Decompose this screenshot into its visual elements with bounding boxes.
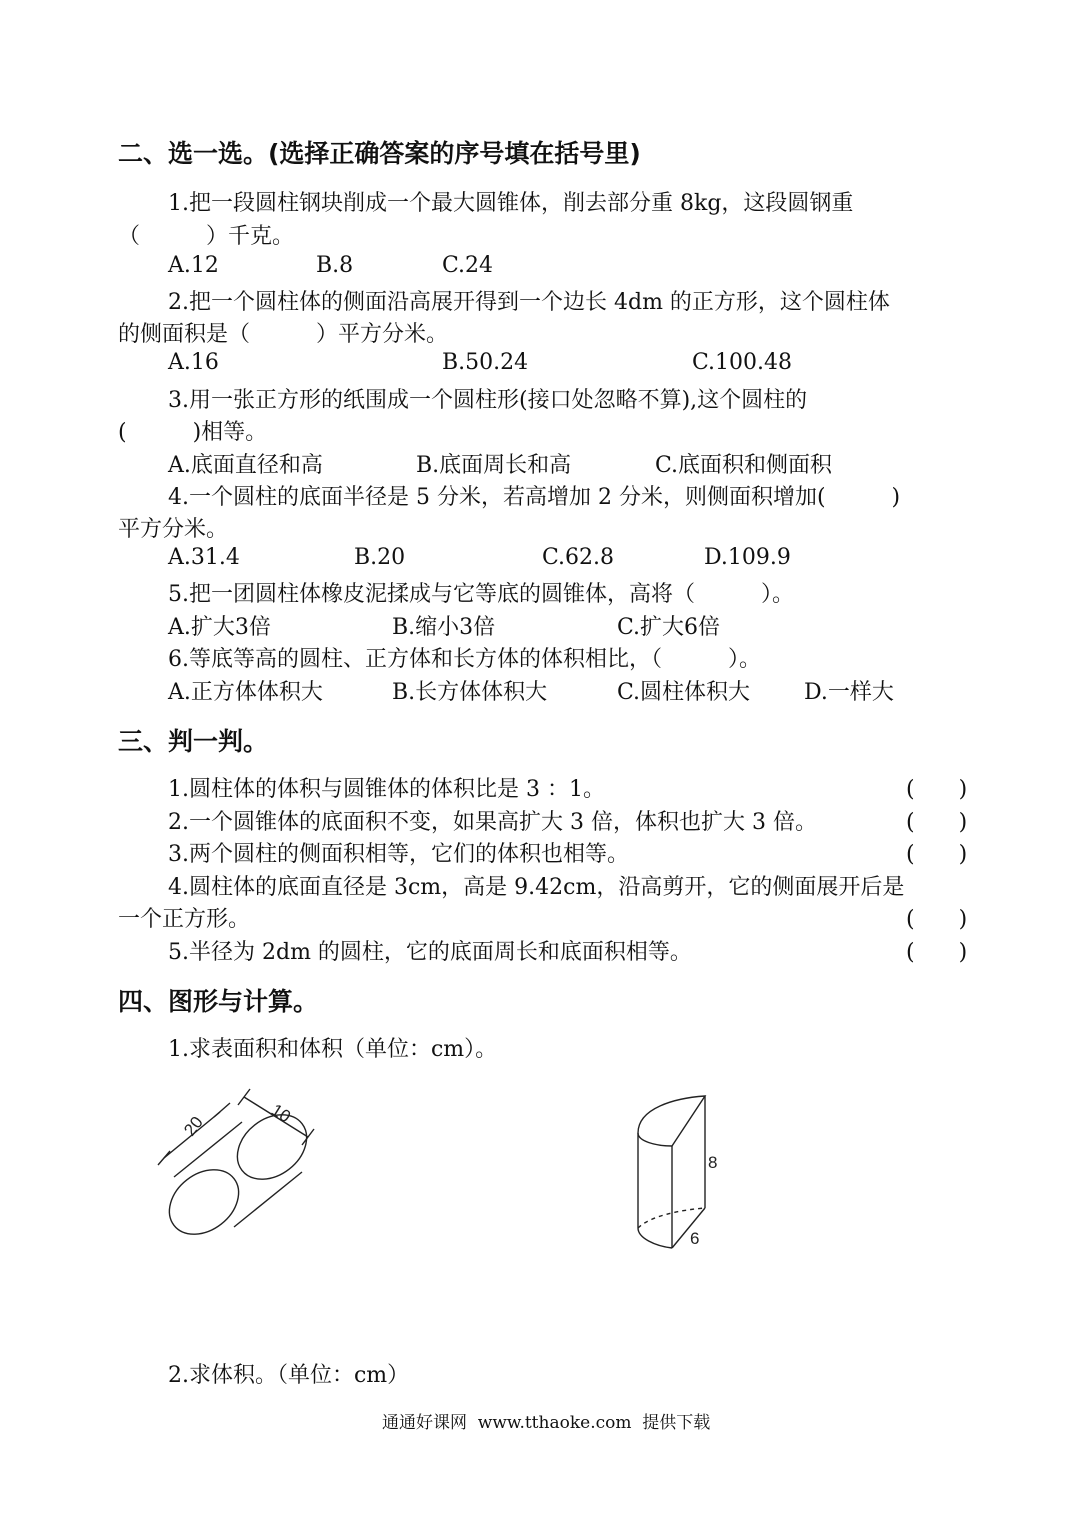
q2-option-b: B.50.24 (442, 350, 529, 375)
q5-option-c: C.扩大6倍 (617, 615, 721, 640)
q5-option-b: B.缩小3倍 (392, 615, 496, 640)
judge-bracket-4: ( ) (906, 907, 968, 932)
q2-option-a: A.16 (168, 350, 219, 375)
q4-line1: 4.一个圆柱的底面半径是 5 分米，若高增加 2 分米，则侧面积增加( ) (168, 485, 901, 510)
q1-option-c: C.24 (442, 253, 494, 278)
half-cylinder-top (638, 1096, 705, 1146)
judge-bracket-3: ( ) (906, 842, 968, 867)
footer: 通通好课网 www.tthaoke.com 提供下载 (382, 1413, 711, 1433)
q3-line1: 3.用一张正方形的纸围成一个圆柱形(接口处忽略不算),这个圆柱的 (168, 388, 808, 413)
section3-title: 三、判一判。 (118, 727, 269, 756)
q3-option-c: C.底面积和侧面积 (655, 453, 833, 478)
half-cylinder-base-label: 6 (690, 1229, 700, 1248)
cylinder-length-label: 20 (180, 1112, 207, 1140)
section2-title: 二、选一选。(选择正确答案的序号填在括号里) (118, 139, 641, 168)
cylinder-diameter-label: 10 (267, 1100, 294, 1127)
section4-title: 四、图形与计算。 (118, 987, 319, 1016)
half-cylinder-figure (620, 1088, 740, 1258)
section4-q1: 1.求表面积和体积（单位：cm）。 (168, 1037, 498, 1062)
judge-item-5: 5.半径为 2dm 的圆柱，它的底面周长和底面积相等。 (168, 940, 692, 965)
q4-option-b: B.20 (354, 545, 406, 570)
half-cylinder-height-label: 8 (708, 1153, 718, 1172)
q3-line2: ( )相等。 (118, 420, 268, 445)
q4-option-d: D.109.9 (704, 545, 791, 570)
q6-line1: 6.等底等高的圆柱、正方体和长方体的体积相比，（ ）。 (168, 647, 761, 672)
q4-line2: 平方分米。 (118, 517, 229, 542)
judge-item-4-line1: 4.圆柱体的底面直径是 3cm，高是 9.42cm，沿高剪开，它的侧面展开后是 (168, 875, 905, 900)
q4-option-c: C.62.8 (542, 545, 615, 570)
judge-bracket-1: ( ) (906, 777, 968, 802)
section4-q2: 2.求体积。（单位：cm） (168, 1363, 410, 1388)
judge-item-1: 1.圆柱体的体积与圆锥体的体积比是 3 ：1。 (168, 777, 605, 802)
q4-option-a: A.31.4 (168, 545, 240, 570)
q1-line2: （ ）千克。 (118, 224, 295, 249)
judge-item-3: 3.两个圆柱的侧面积相等，它们的体积也相等。 (168, 842, 629, 867)
judge-item-4-line2: 一个正方形。 (118, 907, 251, 932)
q1-line1: 1.把一段圆柱钢块削成一个最大圆锥体，削去部分重 8kg，这段圆钢重 (168, 191, 854, 216)
q6-option-a: A.正方体体积大 (168, 680, 323, 705)
q2-option-c: C.100.48 (692, 350, 793, 375)
q3-option-a: A.底面直径和高 (168, 453, 323, 478)
q6-option-c: C.圆柱体积大 (617, 680, 751, 705)
cylinder-figure (150, 1085, 330, 1255)
q1-option-a: A.12 (168, 253, 219, 278)
q1-option-b: B.8 (316, 253, 354, 278)
q6-option-b: B.长方体体积大 (392, 680, 548, 705)
q2-line1: 2.把一个圆柱体的侧面沿高展开得到一个边长 4dm 的正方形，这个圆柱体 (168, 290, 890, 315)
q5-option-a: A.扩大3倍 (168, 615, 271, 640)
judge-item-2: 2.一个圆锥体的底面积不变，如果高扩大 3 倍，体积也扩大 3 倍。 (168, 810, 817, 835)
q6-option-d: D.一样大 (804, 680, 894, 705)
q3-option-b: B.底面周长和高 (416, 453, 572, 478)
q2-line2: 的侧面积是（ ）平方分米。 (118, 322, 449, 347)
q5-line1: 5.把一团圆柱体橡皮泥揉成与它等底的圆锥体，高将（ ）。 (168, 582, 794, 607)
judge-bracket-2: ( ) (906, 810, 968, 835)
cylinder-bottom-ellipse (157, 1157, 251, 1248)
judge-bracket-5: ( ) (906, 940, 968, 965)
